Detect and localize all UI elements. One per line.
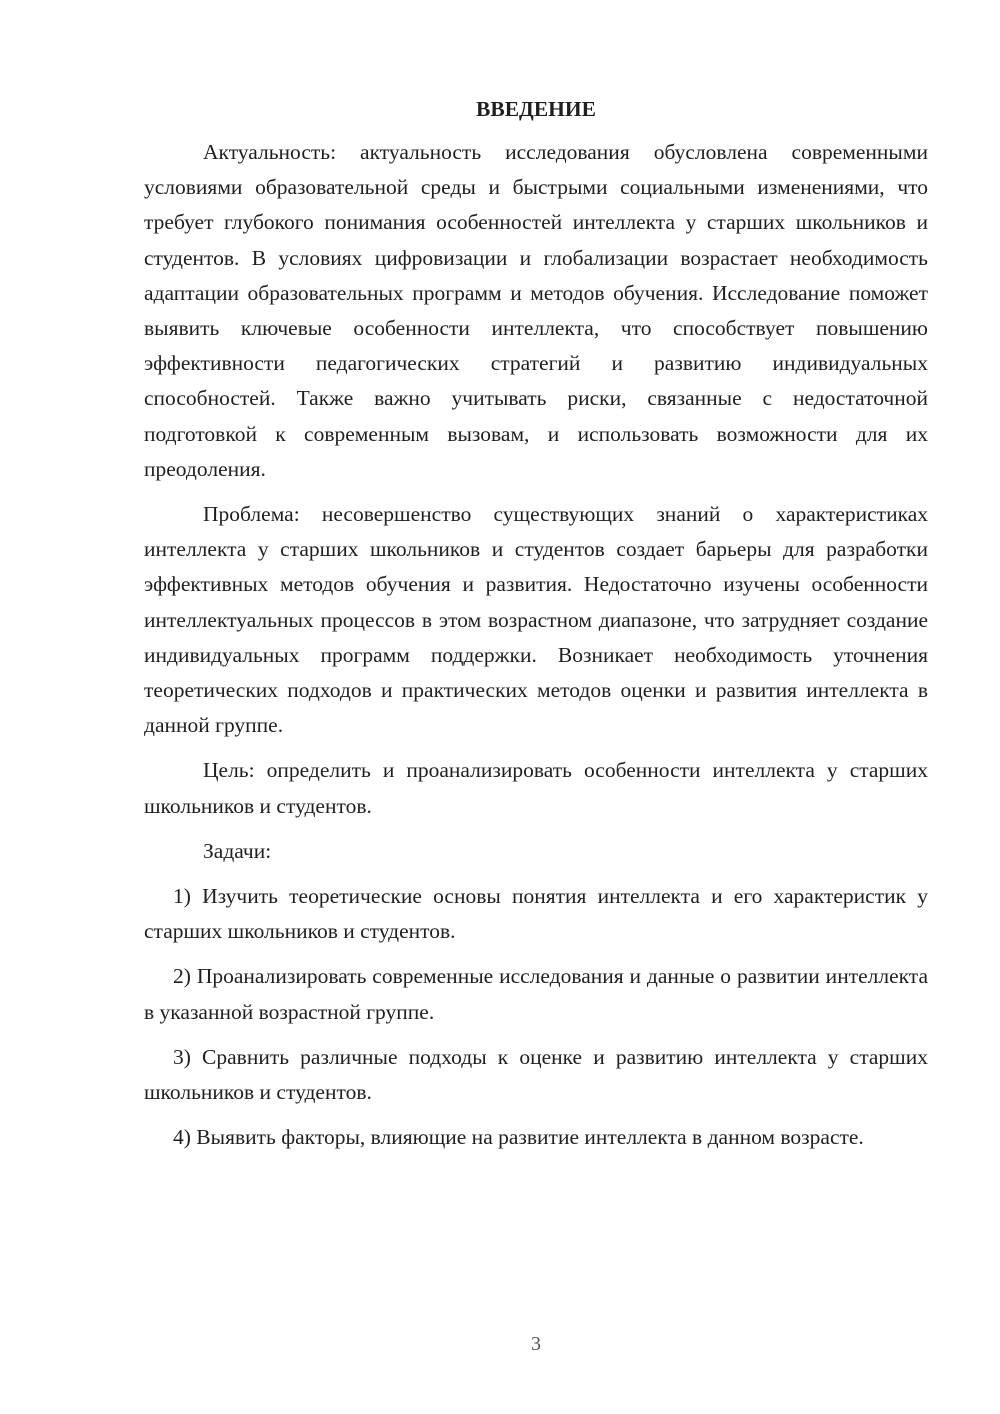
task-item xyxy=(144,959,928,1029)
task-number: 2) xyxy=(173,964,191,989)
task-text: Выявить факторы, влияющие на развитие интеллекта в данном возрасте. xyxy=(196,1125,864,1150)
task-item xyxy=(144,1040,928,1110)
task-number: 4) xyxy=(173,1125,191,1150)
problem-paragraph: Проблема: несовершенство существующих знаний о характеристиках интеллекта у старших школьников и студентов создает барьеры для разработки эффективных методов обучения и развития. Недостаточно изучены особенности интеллектуальных процессов в этом возрастном диапазоне, что затрудняет создание индивидуальных программ поддержки. Возникает необходимость уточнения теоретических подходов и практических методов оценки и развития интеллекта в данной группе. xyxy=(144,502,928,738)
relevance-paragraph: Актуальность: актуальность исследования обусловлена современными условиями образовательной среды и быстрыми социальными изменениями, что требует глубокого понимания особенностей интеллекта у старших школьников и студентов. В условиях цифровизации и глобализации возрастает необходимость адаптации образовательных программ и методов обучения. Исследование поможет выявить ключевые особенности интеллекта, что способствует повышению эффективности педагогических стратегий и развитию индивидуальных способностей. Также важно учитывать риски, связанные с недостаточной подготовкой к современным вызовам, и использовать возможности для их преодоления. xyxy=(144,140,928,481)
task-item xyxy=(144,1120,928,1155)
task-text: Проанализировать современные исследования и данные о развитии интеллекта в указанной возрастной группе. xyxy=(144,964,928,1024)
task-item xyxy=(144,879,928,949)
task-number: 1) xyxy=(173,884,191,909)
task-text: Изучить теоретические основы понятия интеллекта и его характеристик у старших школьников и студентов. xyxy=(144,884,929,944)
task-text: Сравнить различные подходы к оценке и развитию интеллекта у старших школьников и студентов. xyxy=(144,1044,928,1105)
task-number: 3) xyxy=(173,1044,191,1069)
tasks-list xyxy=(144,879,928,1155)
document-body xyxy=(144,92,928,1165)
tasks-heading: Задачи: xyxy=(203,838,272,863)
goal-paragraph: Цель: определить и проанализировать особенности интеллекта у старших школьников и студентов. xyxy=(144,758,928,818)
section-title: ВВЕДЕНИЕ xyxy=(476,97,596,121)
page-number: 3 xyxy=(531,1333,541,1355)
